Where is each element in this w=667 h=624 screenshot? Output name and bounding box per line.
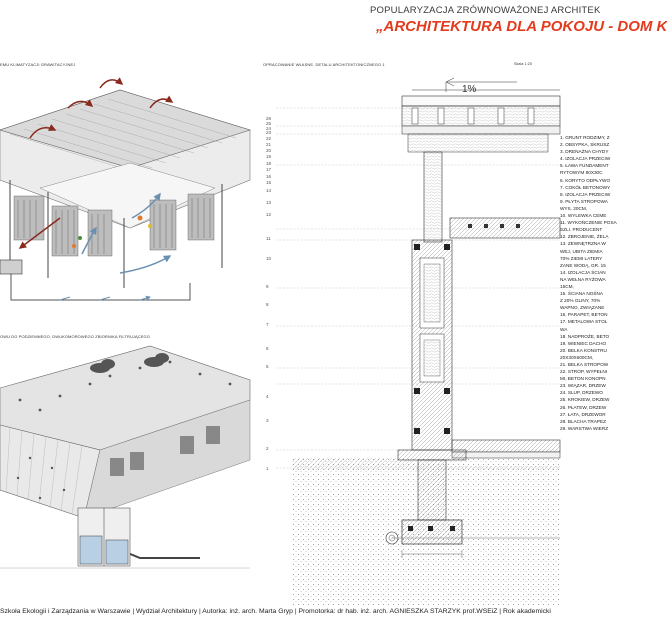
legend-item: WA bbox=[560, 326, 568, 332]
legend-item: 15. ŚCIANA NOŚNA bbox=[560, 291, 603, 297]
legend-item: 20. BELKA KONSTRU bbox=[560, 347, 607, 353]
legend-item: 3. DRENAŻNA CHYDY bbox=[560, 149, 609, 155]
legend-item: 16. PARAPET, BETON bbox=[560, 312, 608, 318]
level-number: 20 bbox=[266, 148, 272, 153]
legend-item: 70% ZIEMI LATERY bbox=[560, 255, 603, 261]
level-number: 15 bbox=[266, 180, 272, 185]
ventilation-axonometric bbox=[0, 68, 250, 323]
level-number: 23 bbox=[266, 130, 272, 135]
legend-item: 19. WIENIEC DACHO bbox=[560, 340, 607, 346]
level-number: 4 bbox=[266, 394, 269, 399]
level-number: 26 bbox=[266, 116, 272, 121]
caption-detail: OPRACOWANIE WŁASNE. DETALU ARCHITEKTONICZNEGO 1 bbox=[263, 62, 385, 67]
legend-item: NA WEŁNA RYŻOWA bbox=[560, 276, 606, 282]
legend-item: 5. ŁAWA FUNDAMENT bbox=[560, 163, 609, 169]
legend-item: WYS. 20CM, bbox=[560, 205, 588, 211]
level-number: 25 bbox=[266, 121, 272, 126]
legend-item: Z 20% GLINY, 70% bbox=[560, 298, 601, 304]
slope-label: 1% bbox=[462, 84, 477, 95]
legend-item: 10. WYLEWKA CEME bbox=[560, 213, 607, 219]
legend-item: 25. KROKIEW, DRZEW bbox=[560, 397, 610, 403]
level-number: 11 bbox=[266, 236, 271, 241]
legend-item: 22. STROP, WYPEŁNI bbox=[560, 369, 608, 375]
level-number: 12 bbox=[266, 212, 272, 217]
rainwater-axonometric bbox=[0, 340, 250, 602]
legend-item: 13. ZEWNĘTRZNA W bbox=[560, 241, 606, 247]
footer-credits: Szkoła Ekologii i Zarządzania w Warszawie | Wydział Architektury | Autorka: inż. arch. Marta Gryp | Promotorka: dr hab. inż. arch. AGNIESZKA STARZYK prof.WSEiZ | Rok akademicki bbox=[0, 608, 551, 615]
legend-item: 6. KORYTO ODPŁYWO bbox=[560, 177, 611, 183]
legend-item: MI, BETON KONOPN bbox=[560, 376, 606, 382]
legend-item: 28. BLACHA TRAPEZ bbox=[560, 418, 607, 424]
legend-item: 21. BELKA STROPOW bbox=[560, 362, 609, 367]
level-number: 19 bbox=[266, 154, 272, 159]
legend-item: 1. GRUNT RODZIMY, Z bbox=[560, 135, 610, 140]
legend-item: 11. WYKOŃCZENIE POSA bbox=[560, 220, 617, 226]
legend-item: 7. COKÓŁ BETONOWY bbox=[560, 184, 611, 190]
level-number: 14 bbox=[266, 188, 272, 193]
caption-rainwater: OWU DO PODZIEMNEGO, DWUKOMOROWEGO ZBIORNIKA FILTRUJĄCEGO bbox=[0, 334, 150, 339]
header-title: „ARCHITEKTURA DLA POKOJU - DOM K bbox=[376, 18, 667, 35]
legend-item: 12. ZBROJENIE, ŻELA bbox=[560, 234, 609, 240]
level-number: 6 bbox=[266, 346, 269, 351]
level-number: 24 bbox=[266, 126, 272, 131]
level-number: 16 bbox=[266, 174, 272, 179]
legend-item: SZLI. PRODUCENT bbox=[560, 227, 603, 233]
level-number: 17 bbox=[266, 167, 272, 172]
level-number: 13 bbox=[266, 200, 272, 205]
level-number: 7 bbox=[266, 322, 269, 327]
detail-section-drawing bbox=[262, 68, 560, 606]
legend-item: 15CM, bbox=[560, 283, 574, 289]
level-number: 18 bbox=[266, 161, 272, 166]
legend-item: 24. SLUP, DRZEWO bbox=[560, 390, 603, 396]
caption-scale: Skala 1:20 bbox=[514, 62, 532, 66]
level-number: 5 bbox=[266, 364, 269, 369]
legend-item: RYTOWYM 80X30C bbox=[560, 170, 603, 176]
legend-item: 23. WIĄZAR, DRZEW bbox=[560, 383, 606, 389]
caption-ventilation: EMU KLIMATYZACJI GRAWITACYJNEJ bbox=[0, 62, 76, 67]
legend-item: 18. NADPROŻE, BETO bbox=[560, 333, 610, 339]
legend-item: WEJ, UBITA ZIEMIA bbox=[560, 248, 603, 254]
level-number: 10 bbox=[266, 256, 272, 261]
legend-item: 8. IZOLACJA PRZECIW bbox=[560, 191, 611, 197]
level-number: 8 bbox=[266, 302, 269, 307]
legend-item: 27. ŁATA, DRZEWOR bbox=[560, 411, 606, 417]
legend-item: ZANE WODĄ, GR. 15 bbox=[560, 262, 606, 268]
legend-item: 17. METALOWA STOL bbox=[560, 319, 608, 325]
legend-item: 29. WARSTWA WIERZ bbox=[560, 425, 609, 431]
legend-item: 4. IZOLACJA PRZECIW bbox=[560, 156, 611, 162]
level-number: 2 bbox=[266, 446, 269, 451]
legend-item: 26. PŁATEW, DRZEW bbox=[560, 404, 607, 410]
level-number: 22 bbox=[266, 136, 272, 141]
header-subtitle: POPULARYZACJA ZRÓWNOWAŻONEJ ARCHITEK bbox=[370, 5, 601, 16]
legend-item: 2. OBSYPKA, SKRUSZ bbox=[560, 142, 610, 148]
level-number: 9 bbox=[266, 284, 269, 289]
legend-item: 9. PŁYTA STROPOWA bbox=[560, 198, 608, 204]
material-legend bbox=[560, 134, 624, 432]
legend-item: 20X30X600CM, bbox=[560, 354, 594, 360]
legend-item: 14. IZOLACJA ŚCIAN bbox=[560, 269, 606, 275]
level-numbers bbox=[266, 116, 272, 471]
level-number: 21 bbox=[266, 142, 272, 147]
legend-item: WAPNO, ZWIĄZANE bbox=[560, 305, 605, 311]
level-number: 3 bbox=[266, 418, 269, 423]
level-number: 1 bbox=[266, 466, 269, 471]
